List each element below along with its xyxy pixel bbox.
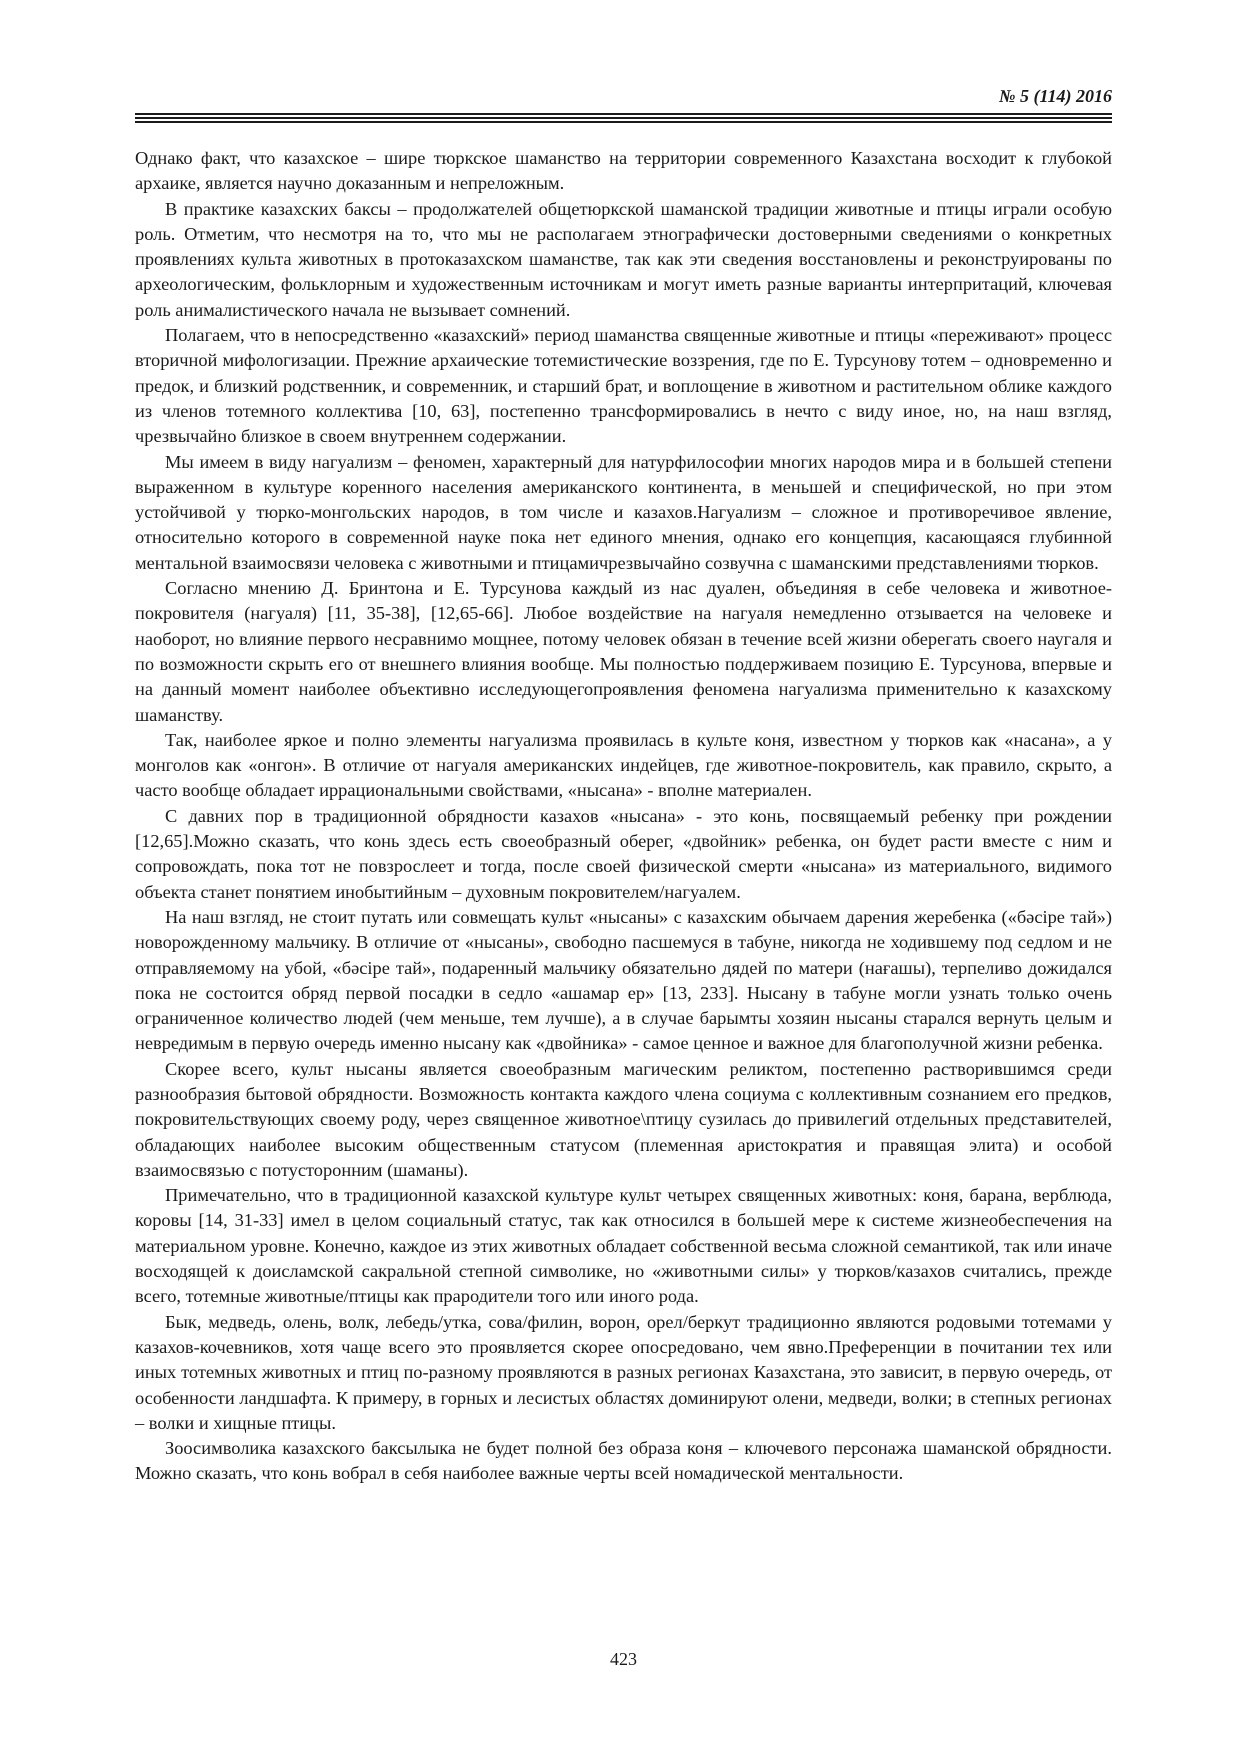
header-rule-middle [135, 117, 1112, 119]
paragraph: С давних пор в традиционной обрядности казахов «нысана» - это конь, посвящаемый ребенку при рождении [12,65].Можно сказать, что конь здесь есть своеобразный оберег, «двойник» ребенка, он будет расти вместе с ним и сопровождать, пока тот не повзрослеет и тогда, после своей физической смерти «нысана» из материального, видимого объекта станет понятием инобытийным – духовным покровителем/нагуалем. [135, 805, 1112, 902]
article-body [135, 146, 1112, 1487]
paragraph: Полагаем, что в непосредственно «казахский» период шаманства священные животные и птицы «переживают» процесс вторичной мифологизации. Прежние архаические тотемистические воззрения, где по Е. Турсунову тотем – одновременно и предок, и близкий родственник, и современник, и старший брат, и воплощение в животном и растительном облике каждого из членов тотемного коллектива [10, 63], постепенно трансформировались в нечто с виду иное, но, на наш взгляд, чрезвычайно близкое в своем внутреннем содержании. [135, 325, 1112, 447]
paragraph: Согласно мнению Д. Бринтона и Е. Турсунова каждый из нас дуален, объединяя в себе человека и животное-покровителя (нагуаля) [11, 35-38], [12,65-66]. Любое воздействие на нагуаля немедленно отзывается на человеке и наоборот, но влияние первого несравнимо мощнее, потому человек обязан в течение всей жизни оберегать своего наугаля и по возможности скрыть его от внешнего влияния вообще. Мы полностью поддерживаем позицию Е. Турсунова, впервые и на данный момент наиболее объективно исследующегопроявления феномена нагуализма применительно к казахскому шаманству. [135, 578, 1112, 725]
header-rule-top [135, 113, 1112, 115]
paragraph: Однако факт, что казахское – шире тюркское шаманство на территории современного Казахстана восходит к глубокой архаике, является научно доказанным и непреложным. [135, 148, 1112, 194]
paragraph: Бык, медведь, олень, волк, лебедь/утка, сова/филин, ворон, орел/беркут традиционно являются родовыми тотемами у казахов-кочевников, хотя чаще всего это проявляется скорее опосредовано, чем явно.Преференции в почитании тех или иных тотемных животных и птиц по-разному проявляются в разных регионах Казахстана, это зависит, в первую очередь, от особенности ландшафта. К примеру, в горных и лесистых областях доминируют олени, медведи, волки; в степных регионах – волки и хищные птицы. [135, 1311, 1112, 1433]
paragraph: Примечательно, что в традиционной казахской культуре культ четырех священных животных: коня, барана, верблюда, коровы [14, 31-33] имел в целом социальный статус, так как относился в большей мере к системе жизнеобеспечения на материальном уровне. Конечно, каждое из этих животных обладает собственной весьма сложной семантикой, так или иначе восходящей к доисламской сакральной степной символике, но «животными силы» у тюрков/казахов считались, прежде всего, тотемные животные/птицы как прародители того или иного рода. [135, 1185, 1112, 1307]
paragraph: В практике казахских баксы – продолжателей общетюркской шаманской традиции животные и птицы играли особую роль. Отметим, что несмотря на то, что мы не располагаем этнографически достоверными сведениями о конкретных проявлениях культа животных в протоказахском шаманстве, так как эти сведения восстановлены и реконструированы по археологическим, фольклорным и художественным источникам и могут иметь разные варианты интерпритаций, ключевая роль анималистического начала не вызывает сомнений. [135, 198, 1112, 320]
paragraph: Так, наиболее яркое и полно элементы нагуализма проявилась в культе коня, известном у тюрков как «насана», а у монголов как «онгон». В отличие от нагуаля американских индейцев, где животное-покровитель, как правило, скрыто, а часто вообще обладает иррациональными свойствами, «нысана» - вполне материален. [135, 729, 1112, 801]
paragraph: Мы имеем в виду нагуализм – феномен, характерный для натурфилософии многих народов мира и в большей степени выраженном в культуре коренного населения американского континента, в меньшей и специфической, но при этом устойчивой у тюрко-монгольских народов, в том числе и казахов.Нагуализм – сложное и противоречивое явление, относительно которого в современной науке пока нет единого мнения, однако его концепция, касающаяся глубинной ментальной взаимосвязи человека с животными и птицамичрезвычайно созвучна с шаманскими представлениями тюрков. [135, 451, 1112, 573]
page-number: 423 [610, 1649, 637, 1669]
journal-issue-header: № 5 (114) 2016 [999, 86, 1112, 106]
paragraph: Скорее всего, культ нысаны является своеобразным магическим реликтом, постепенно растворившимся среди разнообразия бытовой обрядности. Возможность контакта каждого члена социума с коллективным сознанием его предков, покровительствующих своему роду, через священное животное\птицу сузилась до привилегий отдельных представителей, обладающих наиболее высоким общественным статусом (племенная аристократия и правящая элита) и особой взаимосвязью с потусторонним (шаманы). [135, 1058, 1112, 1180]
header-rule-bottom [135, 121, 1112, 123]
paragraph: Зоосимволика казахского баксылыка не будет полной без образа коня – ключевого персонажа шаманской обрядности. Можно сказать, что конь вобрал в себя наиболее важные черты всей номадической ментальности. [135, 1438, 1112, 1484]
paragraph: На наш взгляд, не стоит путать или совмещать культ «нысаны» с казахским обычаем дарения жеребенка («бәсіре тай») новорожденному мальчику. В отличие от «нысаны», свободно пасшемуся в табуне, никогда не ходившему под седлом и не отправляемому на убой, «бәсіре тай», подаренный мальчику обязательно дядей по матери (нағашы), терпеливо дожидался пока не состоится обряд первой посадки в седло «ашамар ер» [13, 233]. Нысану в табуне могли узнать только очень ограниченное количество людей (чем меньше, тем лучше), а в случае барымты хозяин нысаны старался вернуть целым и невредимым в первую очередь именно нысану как «двойника» - самое ценное и важное для благополучной жизни ребенка. [135, 906, 1112, 1054]
